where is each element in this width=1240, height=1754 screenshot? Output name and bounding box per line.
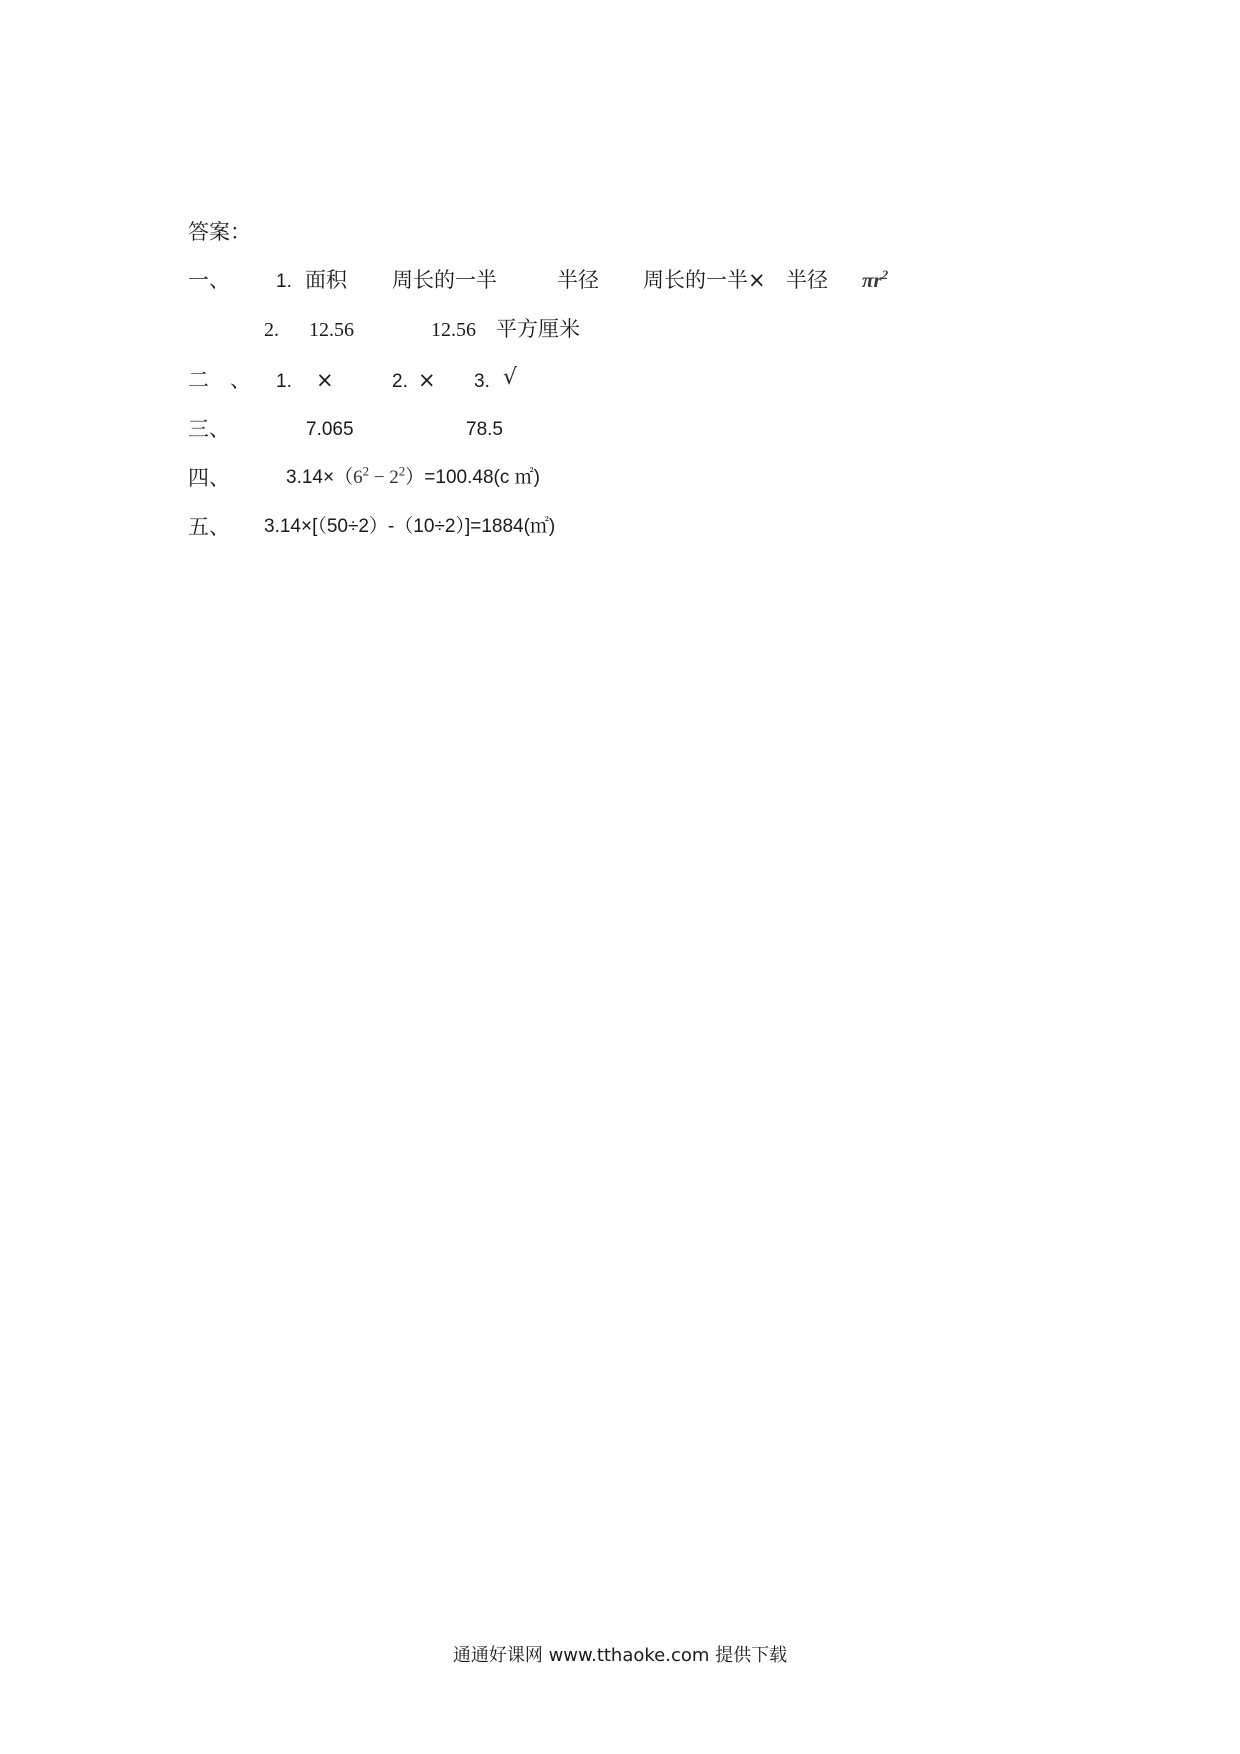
s2-q1-number: 1. bbox=[276, 371, 292, 392]
section-3-label: 三、 bbox=[188, 417, 230, 441]
s1-q1-answer-half-circumference-times: 周长的一半× bbox=[643, 268, 766, 292]
section-1-label: 一、 bbox=[188, 268, 230, 292]
s2-q2-number: 2. bbox=[392, 371, 408, 392]
section-2-label: 二 、 bbox=[188, 368, 251, 392]
formula-base: πr bbox=[862, 268, 882, 292]
s1-q2-number: 2. bbox=[264, 319, 279, 341]
s1-q1-number: 1. bbox=[276, 271, 292, 292]
s4-expression bbox=[286, 463, 540, 488]
s1-q2-answer-1: 12.56 bbox=[309, 319, 354, 341]
s1-q1-answer-radius-2: 半径 bbox=[786, 268, 828, 292]
formula-exponent: 2 bbox=[881, 267, 889, 282]
s5-expression: 3.14×[（50÷2）-（10÷2）]=1884(㎡) bbox=[264, 516, 556, 537]
s2-q3-answer-check: √ bbox=[503, 365, 518, 390]
s1-q2-answer-2: 12.56 bbox=[431, 319, 476, 341]
s2-q1-answer-cross: × bbox=[316, 368, 334, 392]
s1-q1-answer-radius: 半径 bbox=[557, 268, 599, 292]
answer-heading: 答案： bbox=[188, 220, 251, 244]
s4-minus: − bbox=[369, 467, 390, 488]
page-footer: 通通好课网 www.tthaoke.com 提供下载 bbox=[452, 1645, 788, 1666]
s2-q3-number: 3. bbox=[474, 371, 490, 392]
s2-q2-answer-cross: × bbox=[418, 368, 436, 392]
s3-answer-1: 7.065 bbox=[306, 419, 354, 440]
section-4-label: 四、 bbox=[188, 466, 230, 490]
s4-prefix: 3.14×（ bbox=[286, 467, 354, 488]
s4-term-1: $6^2$ bbox=[353, 463, 370, 488]
s3-answer-2: 78.5 bbox=[466, 419, 503, 440]
s4-suffix: ）=100.48(c ㎡) bbox=[405, 467, 540, 488]
s1-q2-unit: 平方厘米 bbox=[496, 317, 580, 341]
s1-q1-answer-half-circumference: 周长的一半 bbox=[392, 268, 497, 292]
s1-q1-area-formula bbox=[862, 268, 888, 293]
section-5-label: 五、 bbox=[188, 515, 230, 539]
s4-term-2: $2^2$ bbox=[389, 463, 406, 488]
s1-q1-answer-area: 面积 bbox=[305, 268, 347, 292]
